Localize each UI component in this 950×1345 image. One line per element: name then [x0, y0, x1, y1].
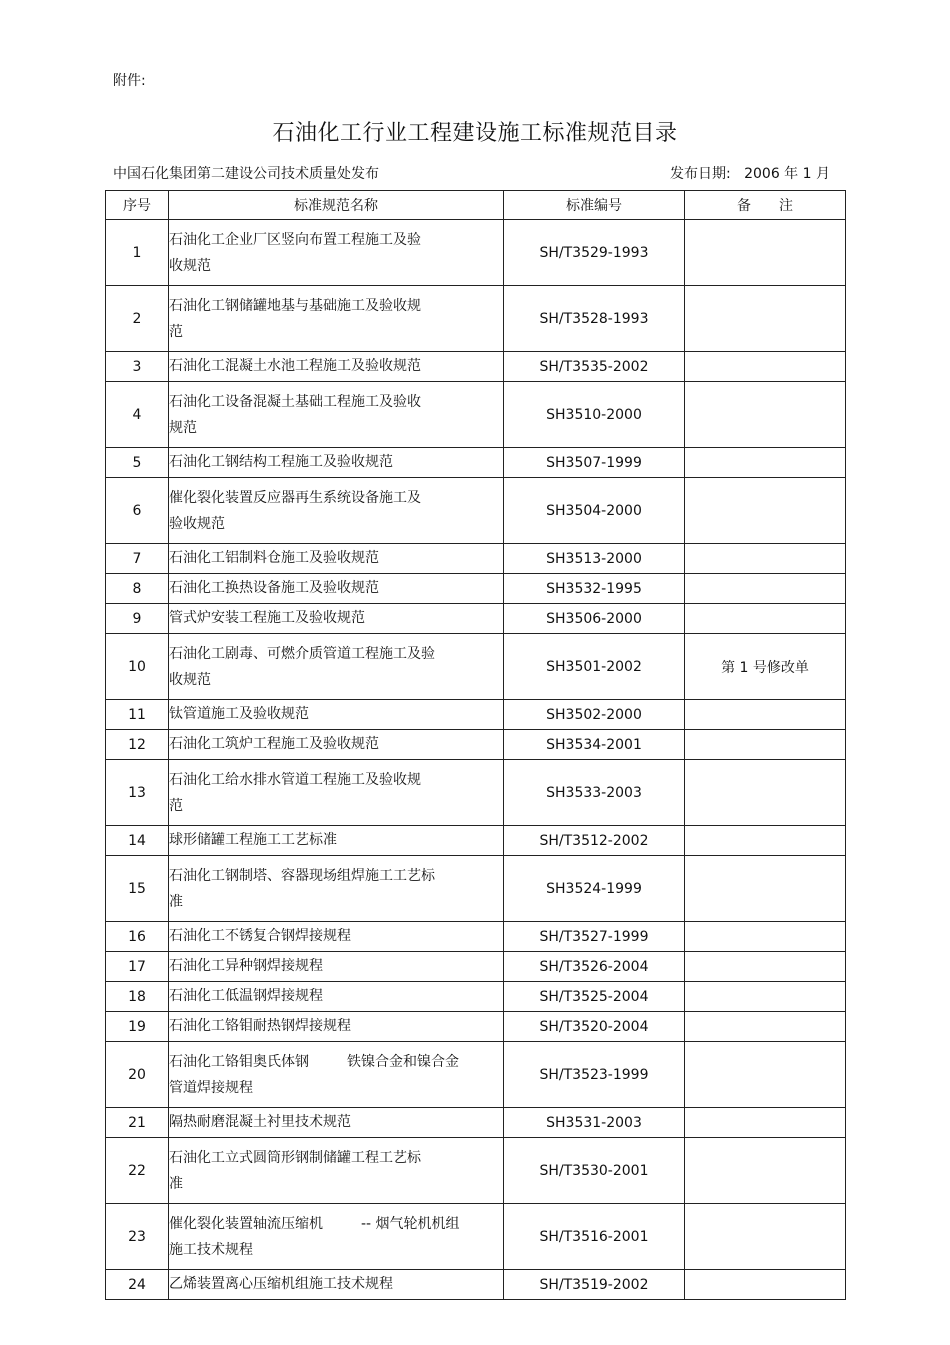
row-name-line-2: 规范 [169, 419, 197, 436]
row-remark [685, 574, 846, 604]
table-row [106, 1108, 846, 1138]
row-number: 1 [106, 220, 169, 286]
row-remark [685, 1042, 846, 1108]
row-code: SH3532-1995 [504, 574, 685, 604]
row-number: 21 [106, 1108, 169, 1138]
row-name [169, 478, 504, 544]
row-name-line-2: 准 [169, 1175, 183, 1192]
row-code: SH3524-1999 [504, 856, 685, 922]
row-name-line-2: 收规范 [169, 257, 211, 274]
row-remark [685, 604, 846, 634]
row-code: SH3531-2003 [504, 1108, 685, 1138]
row-name-line-1: 石油化工给水排水管道工程施工及验收规 [169, 771, 421, 788]
row-code: SH3534-2001 [504, 730, 685, 760]
table-row [106, 700, 846, 730]
row-name-line-2: 管道焊接规程 [169, 1079, 253, 1096]
row-code: SH3502-2000 [504, 700, 685, 730]
header-name: 标准规范名称 [169, 191, 504, 220]
row-remark [685, 478, 846, 544]
row-code: SH3504-2000 [504, 478, 685, 544]
table-row [106, 286, 846, 352]
row-code: SH/T3525-2004 [504, 982, 685, 1012]
table-row [106, 760, 846, 826]
row-name-line-1: 石油化工钢储罐地基与基础施工及验收规 [169, 297, 421, 314]
publish-date: 发布日期: 2006 年 1 月 [670, 166, 830, 182]
row-number: 4 [106, 382, 169, 448]
table-row [106, 382, 846, 448]
row-name: 石油化工低温钢焊接规程 [169, 982, 504, 1012]
table-row [106, 220, 846, 286]
row-code: SH3513-2000 [504, 544, 685, 574]
table-row [106, 1042, 846, 1108]
table-row [106, 730, 846, 760]
row-code: SH/T3520-2004 [504, 1012, 685, 1042]
table-row [106, 634, 846, 700]
row-code: SH/T3516-2001 [504, 1204, 685, 1270]
row-name: 乙烯装置离心压缩机组施工技术规程 [169, 1270, 504, 1300]
row-name-line-1: 石油化工钢制塔、容器现场组焊施工工艺标 [169, 867, 435, 884]
row-remark [685, 286, 846, 352]
table-row [106, 982, 846, 1012]
row-remark [685, 826, 846, 856]
row-name: 石油化工异种钢焊接规程 [169, 952, 504, 982]
row-number: 18 [106, 982, 169, 1012]
row-code: SH/T3535-2002 [504, 352, 685, 382]
row-code: SH3501-2002 [504, 634, 685, 700]
row-remark [685, 1108, 846, 1138]
row-name: 石油化工混凝土水池工程施工及验收规范 [169, 352, 504, 382]
row-number: 15 [106, 856, 169, 922]
row-remark [685, 1270, 846, 1300]
row-name-line-2: 验收规范 [169, 515, 225, 532]
row-name: 石油化工筑炉工程施工及验收规范 [169, 730, 504, 760]
table-row [106, 1270, 846, 1300]
row-number: 9 [106, 604, 169, 634]
table-row [106, 922, 846, 952]
row-number: 16 [106, 922, 169, 952]
row-name-line-1a: 石油化工铬钼奥氏体钢 [169, 1053, 309, 1070]
row-code: SH/T3512-2002 [504, 826, 685, 856]
row-name [169, 856, 504, 922]
row-number: 10 [106, 634, 169, 700]
row-remark [685, 382, 846, 448]
row-name-line-2: 范 [169, 797, 183, 814]
row-name-line-1a: 催化裂化装置轴流压缩机 [169, 1215, 323, 1232]
row-number: 11 [106, 700, 169, 730]
table-row [106, 1012, 846, 1042]
row-name: 管式炉安装工程施工及验收规范 [169, 604, 504, 634]
row-name: 隔热耐磨混凝土衬里技术规范 [169, 1108, 504, 1138]
row-code: SH3533-2003 [504, 760, 685, 826]
row-name: 石油化工铝制料仓施工及验收规范 [169, 544, 504, 574]
standards-table [105, 190, 846, 1300]
table-row [106, 448, 846, 478]
row-name: 石油化工铬钼耐热钢焊接规程 [169, 1012, 504, 1042]
row-remark [685, 1138, 846, 1204]
header-remark: 备 注 [685, 191, 846, 220]
row-name-line-2: 准 [169, 893, 183, 910]
row-remark: 第 1 号修改单 [685, 634, 846, 700]
table-header-row [106, 191, 846, 220]
table-row [106, 952, 846, 982]
row-name-line-1: 石油化工设备混凝土基础工程施工及验收 [169, 393, 421, 410]
row-number: 24 [106, 1270, 169, 1300]
row-name [169, 760, 504, 826]
row-name-line-1: 石油化工立式圆筒形钢制储罐工程工艺标 [169, 1149, 421, 1166]
document-title: 石油化工行业工程建设施工标准规范目录 [272, 121, 678, 146]
row-number: 19 [106, 1012, 169, 1042]
row-remark [685, 700, 846, 730]
row-number: 14 [106, 826, 169, 856]
row-number: 6 [106, 478, 169, 544]
row-name [169, 1138, 504, 1204]
row-code: SH3506-2000 [504, 604, 685, 634]
row-code: SH/T3529-1993 [504, 220, 685, 286]
row-number: 23 [106, 1204, 169, 1270]
row-name-line-1b: -- 烟气轮机机组 [361, 1215, 460, 1232]
row-remark [685, 856, 846, 922]
row-name-line-1b: 铁镍合金和镍合金 [347, 1053, 459, 1070]
row-name [169, 382, 504, 448]
table-row [106, 544, 846, 574]
row-code: SH/T3523-1999 [504, 1042, 685, 1108]
header-number: 序号 [106, 191, 169, 220]
row-number: 2 [106, 286, 169, 352]
table-row [106, 856, 846, 922]
row-name [169, 220, 504, 286]
row-code: SH/T3528-1993 [504, 286, 685, 352]
row-name-line-1: 石油化工企业厂区竖向布置工程施工及验 [169, 231, 421, 248]
publisher-text: 中国石化集团第二建设公司技术质量处发布 [113, 166, 379, 182]
row-code: SH3507-1999 [504, 448, 685, 478]
row-name: 钛管道施工及验收规范 [169, 700, 504, 730]
row-name [169, 1204, 504, 1270]
row-name-line-2: 施工技术规程 [169, 1241, 253, 1258]
table-row [106, 1204, 846, 1270]
row-name: 石油化工不锈复合钢焊接规程 [169, 922, 504, 952]
row-remark [685, 220, 846, 286]
row-code: SH/T3527-1999 [504, 922, 685, 952]
row-number: 22 [106, 1138, 169, 1204]
row-remark [685, 1012, 846, 1042]
row-name [169, 634, 504, 700]
row-name-line-1: 催化裂化装置反应器再生系统设备施工及 [169, 489, 421, 506]
table-row [106, 478, 846, 544]
row-name-line-2: 范 [169, 323, 183, 340]
table-row [106, 1138, 846, 1204]
row-remark [685, 544, 846, 574]
row-name: 石油化工换热设备施工及验收规范 [169, 574, 504, 604]
row-name [169, 1042, 504, 1108]
row-remark [685, 760, 846, 826]
row-remark [685, 730, 846, 760]
row-number: 17 [106, 952, 169, 982]
header-code: 标准编号 [504, 191, 685, 220]
table-row [106, 352, 846, 382]
attachment-label: 附件: [113, 73, 146, 89]
row-number: 20 [106, 1042, 169, 1108]
row-name: 石油化工钢结构工程施工及验收规范 [169, 448, 504, 478]
row-code: SH/T3526-2004 [504, 952, 685, 982]
row-number: 7 [106, 544, 169, 574]
row-remark [685, 352, 846, 382]
row-number: 12 [106, 730, 169, 760]
table-row [106, 826, 846, 856]
row-name [169, 286, 504, 352]
row-remark [685, 1204, 846, 1270]
row-code: SH/T3530-2001 [504, 1138, 685, 1204]
row-name-line-2: 收规范 [169, 671, 211, 688]
row-name: 球形储罐工程施工工艺标准 [169, 826, 504, 856]
row-number: 13 [106, 760, 169, 826]
row-remark [685, 448, 846, 478]
row-remark [685, 952, 846, 982]
row-code: SH/T3519-2002 [504, 1270, 685, 1300]
table-row [106, 604, 846, 634]
row-number: 5 [106, 448, 169, 478]
row-remark [685, 922, 846, 952]
row-number: 8 [106, 574, 169, 604]
row-number: 3 [106, 352, 169, 382]
row-name-line-1: 石油化工剧毒、可燃介质管道工程施工及验 [169, 645, 435, 662]
row-code: SH3510-2000 [504, 382, 685, 448]
table-row [106, 574, 846, 604]
row-remark [685, 982, 846, 1012]
